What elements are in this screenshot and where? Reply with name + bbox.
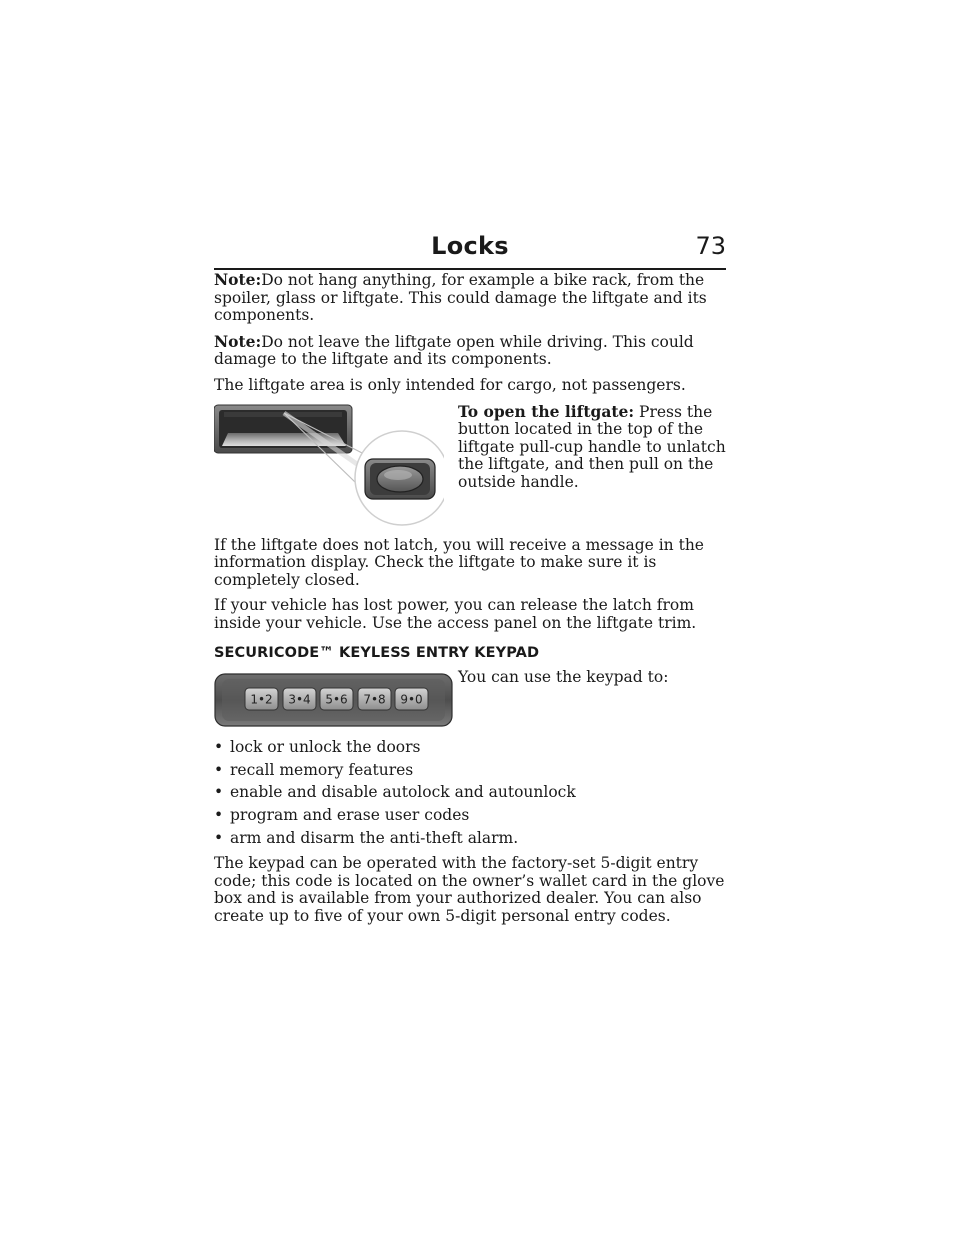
keypad-feature-list: [214, 739, 726, 847]
cargo-paragraph: The liftgate area is only intended for cargo, not passengers.: [214, 375, 686, 394]
keypad-button-1: [245, 688, 278, 710]
list-item: [214, 762, 726, 780]
bullet: •: [214, 760, 224, 779]
keypad-section-heading: SECURICODE™ KEYLESS ENTRY KEYPAD: [214, 644, 540, 661]
keypad-button-label: 9•0: [400, 692, 423, 707]
keypad-button-4: [358, 688, 391, 710]
keypad-button-2: [283, 688, 316, 710]
note-label: Note:: [214, 270, 262, 289]
list-item: [214, 739, 726, 757]
keypad-button-3: [320, 688, 353, 710]
page-title: Locks: [431, 232, 509, 260]
entry-code-paragraph: The keypad can be operated with the factory-set 5-digit entry code; this code is located on the owner’s wallet card in the glove box and is available from your authorized dealer. You can also create up to five of your own 5-digit personal entry codes.: [214, 854, 725, 925]
latch-paragraph: If the liftgate does not latch, you will receive a message in the information display. Check the liftgate to make sure it is completely closed.: [214, 535, 704, 589]
page-content: [214, 271, 726, 933]
bullet: •: [214, 783, 224, 802]
list-item-text: recall memory features: [230, 760, 414, 779]
power-paragraph: If your vehicle has lost power, you can release the latch from inside your vehicle. Use the access panel on the liftgate trim.: [214, 596, 697, 632]
keypad-intro: You can use the keypad to:: [458, 668, 669, 687]
list-item-text: lock or unlock the doors: [230, 738, 421, 757]
page-number: 73: [695, 232, 726, 260]
list-item-text: program and erase user codes: [230, 805, 470, 824]
bullet: •: [214, 828, 224, 847]
list-item-text: enable and disable autolock and autounlock: [230, 783, 576, 802]
note-text: Do not hang anything, for example a bike rack, from the spoiler, glass or liftgate. This could damage the liftgate and its components.: [214, 271, 707, 325]
note-driving: [214, 333, 726, 369]
keypad-button-5: [395, 688, 428, 710]
list-item: [214, 830, 726, 848]
keypad-button-label: 7•8: [363, 692, 386, 707]
list-item-text: arm and disarm the anti-theft alarm.: [230, 828, 519, 847]
liftgate-section: [214, 403, 726, 529]
keypad-buttons: [245, 688, 428, 710]
keypad-button-label: 1•2: [250, 692, 273, 707]
liftgate-label: To open the liftgate:: [458, 401, 635, 421]
list-item: [214, 784, 726, 802]
liftgate-instructions: [458, 403, 726, 492]
note-text: Do not leave the liftgate open while driving. This could damage to the liftgate and its components.: [214, 332, 694, 369]
keypad-button-label: 3•4: [288, 692, 311, 707]
liftgate-handle-illustration: [214, 403, 444, 534]
liftgate-text: Press the button located in the top of the liftgate pull-cup handle to unlatch the liftgate, and then pull on the outside handle.: [458, 402, 726, 491]
keypad-button-label: 5•6: [325, 692, 348, 707]
header-divider: [214, 268, 726, 270]
keypad-section: [214, 669, 726, 731]
note-label: Note:: [214, 331, 262, 351]
list-item: [214, 807, 726, 825]
note-spoiler: [214, 271, 726, 325]
page-header: [214, 232, 726, 264]
bullet: •: [214, 805, 224, 824]
keypad-illustration: [214, 673, 454, 734]
bullet: •: [214, 738, 224, 757]
